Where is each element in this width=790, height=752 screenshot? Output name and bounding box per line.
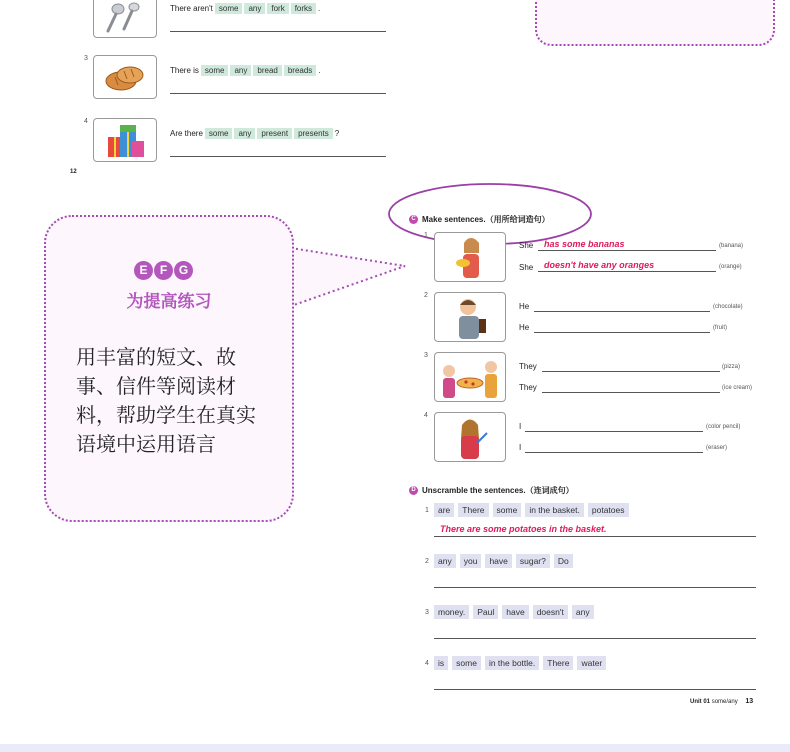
item-number: 3 — [84, 55, 88, 62]
sentence-lead: There aren't — [170, 4, 213, 13]
handwritten-answer: There are some potatoes in the basket. — [440, 524, 607, 534]
item-sentence-3 — [170, 65, 321, 76]
callout-body: 用丰富的短文、故事、信件等阅读材料，帮助学生在真实语境中运用语言 — [76, 347, 256, 456]
section-letter-badge: C — [409, 215, 418, 224]
sentence-end: . — [318, 4, 321, 13]
answer-line[interactable] — [170, 93, 386, 94]
choice-chip[interactable]: present — [257, 128, 292, 139]
word-chip[interactable]: are — [434, 503, 454, 517]
page-footer — [690, 698, 753, 705]
item-number: 2 — [424, 292, 428, 299]
page-number-left: 12 — [70, 169, 77, 175]
word-chip[interactable]: sugar? — [516, 554, 550, 568]
bottom-strip — [0, 744, 790, 752]
handwritten-answer: has some bananas — [544, 239, 625, 249]
girl-pencil-icon — [435, 413, 505, 461]
handwritten-answer: doesn't have any oranges — [544, 260, 655, 270]
item-number: 3 — [425, 609, 429, 616]
word-hint: (pizza) — [722, 364, 741, 370]
word-chip[interactable]: some — [452, 656, 481, 670]
gift-icon — [94, 119, 156, 161]
answer-line[interactable] — [434, 587, 756, 588]
subject: He — [519, 323, 530, 332]
word-hint: (eraser) — [706, 445, 728, 451]
choice-chip[interactable]: some — [201, 65, 229, 76]
word-chip[interactable]: some — [493, 503, 522, 517]
answer-line[interactable] — [538, 271, 716, 272]
answer-line[interactable] — [542, 371, 720, 372]
bread-icon — [94, 56, 156, 98]
sentence-lead: There is — [170, 66, 199, 75]
word-chips — [434, 554, 577, 568]
choice-chip[interactable]: any — [234, 128, 255, 139]
answer-line[interactable] — [525, 431, 703, 432]
answer-line[interactable] — [170, 31, 386, 32]
subject: They — [519, 383, 537, 392]
item-number: 1 — [424, 232, 428, 239]
answer-line[interactable] — [542, 392, 720, 393]
choice-chip[interactable]: some — [215, 3, 243, 14]
bread-picture — [93, 55, 157, 99]
item-number: 3 — [424, 352, 428, 359]
word-hint: (orange) — [719, 264, 742, 270]
subject: They — [519, 362, 537, 371]
choice-chip[interactable]: some — [205, 128, 233, 139]
item-number: 2 — [425, 558, 429, 565]
word-chip[interactable]: water — [577, 656, 606, 670]
word-chip[interactable]: have — [485, 554, 511, 568]
spoon-icon — [94, 0, 156, 37]
word-hint: (chocolate) — [713, 304, 743, 310]
word-chip[interactable]: money. — [434, 605, 469, 619]
callout-fragment — [535, 0, 775, 46]
word-chips — [434, 656, 610, 670]
letter-badge: E — [134, 261, 153, 280]
choice-chip[interactable]: forks — [291, 3, 316, 14]
answer-line[interactable] — [434, 689, 756, 690]
callout-letters — [134, 261, 193, 280]
word-hint: (color pencil) — [706, 424, 741, 430]
word-chip[interactable]: Do — [554, 554, 573, 568]
word-chip[interactable]: have — [502, 605, 528, 619]
item-number: 1 — [425, 507, 429, 514]
section-c-title — [409, 214, 550, 225]
answer-line[interactable] — [534, 311, 710, 312]
word-chip[interactable]: potatoes — [588, 503, 629, 517]
subject: I — [519, 443, 522, 452]
word-chip[interactable]: There — [543, 656, 573, 670]
item-number: 4 — [424, 412, 428, 419]
choice-chip[interactable]: fork — [267, 3, 288, 14]
answer-line[interactable] — [534, 332, 710, 333]
photo-frame — [434, 352, 506, 402]
word-chip[interactable]: is — [434, 656, 448, 670]
girl-eating-icon — [435, 233, 505, 281]
sentence-lead: Are there — [170, 129, 203, 138]
word-chip[interactable]: There — [458, 503, 488, 517]
item-number: 4 — [425, 660, 429, 667]
word-chip[interactable]: Paul — [473, 605, 498, 619]
choice-chip[interactable]: any — [244, 3, 265, 14]
letter-badge: F — [154, 261, 173, 280]
word-chip[interactable]: in the bottle. — [485, 656, 539, 670]
callout-subtitle: 为提高练习 — [126, 292, 212, 311]
section-title-text: Make sentences.（用所给词造句） — [422, 215, 550, 224]
word-chips — [434, 605, 598, 619]
section-d-title — [409, 485, 574, 496]
gift-picture — [93, 118, 157, 162]
item-number: 4 — [84, 118, 88, 125]
answer-line[interactable] — [538, 250, 716, 251]
word-chip[interactable]: in the basket. — [525, 503, 584, 517]
callout-bubble — [44, 215, 294, 522]
answer-line[interactable] — [434, 638, 756, 639]
sentence-end: . — [318, 66, 321, 75]
section-letter-badge: D — [409, 486, 418, 495]
word-chip[interactable]: doesn't — [533, 605, 568, 619]
kids-pizza-icon — [435, 353, 505, 401]
subject: She — [519, 241, 534, 250]
word-chips — [434, 503, 633, 517]
answer-line[interactable] — [434, 536, 756, 537]
word-chip[interactable]: any — [572, 605, 594, 619]
answer-line[interactable] — [525, 452, 703, 453]
word-hint: (ice cream) — [722, 385, 753, 391]
photo-frame — [434, 412, 506, 462]
sentence-end: ? — [334, 129, 340, 138]
subject: I — [519, 422, 522, 431]
item-sentence-1 — [170, 3, 320, 14]
choice-chip[interactable]: bread — [253, 65, 281, 76]
word-hint: (fruit) — [713, 325, 727, 331]
photo-frame — [434, 292, 506, 342]
answer-line[interactable] — [170, 156, 386, 157]
choice-chip[interactable]: any — [230, 65, 251, 76]
word-hint: (banana) — [719, 243, 744, 249]
section-title-text: Unscramble the sentences.（连词成句） — [422, 486, 574, 495]
word-chip[interactable]: any — [434, 554, 456, 568]
choice-chip[interactable]: presents — [294, 128, 333, 139]
boy-chocolate-icon — [435, 293, 505, 341]
footer-topic: some/any — [711, 699, 738, 705]
page-number-right: 13 — [745, 698, 754, 705]
item-sentence-4 — [170, 128, 339, 139]
subject: She — [519, 263, 534, 272]
footer-unit: Unit 01 — [690, 699, 711, 705]
photo-frame — [434, 232, 506, 282]
choice-chip[interactable]: breads — [284, 65, 316, 76]
subject: He — [519, 302, 530, 311]
word-chip[interactable]: you — [460, 554, 482, 568]
letter-badge: G — [174, 261, 193, 280]
spoon-picture — [93, 0, 157, 38]
